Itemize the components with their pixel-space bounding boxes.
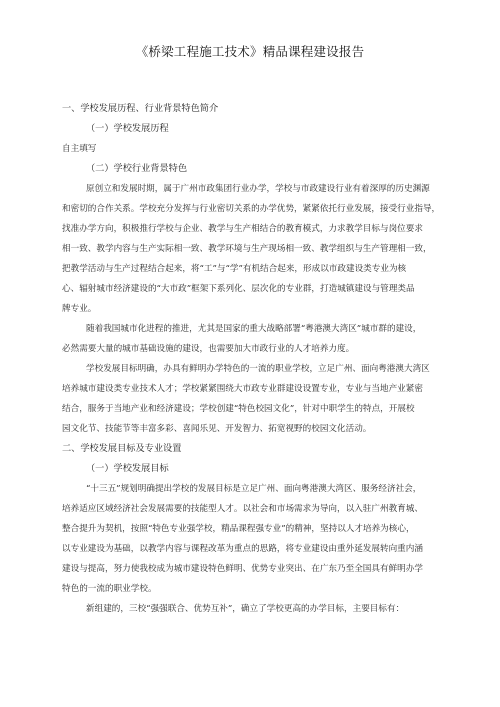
paragraph-line: 必然需要大量的城市基础设施的建设，也需要加大市政行业的人才培养力度。 <box>62 344 355 354</box>
section-heading-1: 一、学校发展历程、行业背景特色简介 <box>62 103 219 114</box>
paragraph-line: 结合，服务于当地产业和经济建设；学校创建“特色校园文化”，针对中职学生的特点，开展校 <box>62 404 415 414</box>
paragraph-line: 园文化节、技能节等丰富多彩、喜闻乐见、开发智力、拓宽视野的校园文化活动。 <box>62 424 372 434</box>
paragraph-line: 培养适应区域经济社会发展需要的技能型人才。以社会和市场需求为导向，以入驻广州教育城、 <box>62 504 423 514</box>
paragraph-line: 学校发展目标明确，办具有鲜明办学特色的一流的职业学校，立足广州、面向粤港澳大湾区 <box>86 364 430 374</box>
section-heading-2: 二、学校发展目标及专业设置 <box>62 443 182 454</box>
subsection-heading-1-2: （二）学校行业背景特色 <box>86 163 188 174</box>
paragraph-line: 把教学活动与生产过程结合起来，将“工”与“学”有机结合起来，形成以市政建设类专业为核 <box>62 264 407 274</box>
paragraph-line: 新组建的，三校“强强联合、优势互补”，确立了学校更高的办学目标，主要目标有： <box>86 604 405 614</box>
paragraph-line: 建设与提高，努力使我校成为城市建设特色鲜明、优势专业突出、在广东乃至全国具有鲜明办学 <box>62 564 423 574</box>
paragraph-line: “十三五”规划明确提出学校的发展目标是立足广州、面向粤港澳大湾区、服务经济社会， <box>86 484 422 494</box>
paragraph-line: 自主填写 <box>62 144 97 154</box>
paragraph-line: 特色的一流的职业学校。 <box>62 584 157 594</box>
paragraph-line: 原创立和发展时期，属于广州市政集团行业办学，学校与市政建设行业有着深厚的历史渊源 <box>86 184 430 194</box>
paragraph-line: 心、辐射城市经济建设的“大市政”框架下系列化、层次化的专业群，打造城镇建设与管理类品 <box>62 284 415 294</box>
paragraph-line: 牌专业。 <box>62 304 97 314</box>
paragraph-line: 整合提升为契机，按照“特色专业强学校，精品课程强专业”的精神，坚持以人才培养为核心， <box>62 524 415 534</box>
paragraph-line: 培养城市建设类专业技术人才；学校紧紧围绕大市政专业群建设设置专业，专业与当地产业紧密 <box>62 384 423 394</box>
subsection-heading-2-1: （一）学校发展目标 <box>86 463 169 474</box>
subsection-heading-1-1: （一）学校发展历程 <box>86 123 169 134</box>
paragraph-line: 相一致、教学内容与生产实际相一致、教学环境与生产现场相一致、教学组织与生产管理相一致， <box>62 244 432 254</box>
paragraph-line: 随着我国城市化进程的推进，尤其是国家的重大战略部署“粤港澳大湾区”城市群的建设， <box>86 324 422 334</box>
paragraph-line: 和密切的合作关系。学校充分发挥与行业密切关系的办学优势，紧紧依托行业发展，接受行业指导， <box>62 204 441 214</box>
document-title: 《桥梁工程施工技术》精品课程建设报告 <box>135 44 365 59</box>
paragraph-line: 以专业建设为基础，以教学内容与课程改革为重点的思路，将专业建设由重外延发展转向重内涵 <box>62 544 423 554</box>
paragraph-line: 找准办学方向，积极推行学校与企业、教学与生产相结合的教育模式，力求教学目标与岗位要求 <box>62 224 423 234</box>
